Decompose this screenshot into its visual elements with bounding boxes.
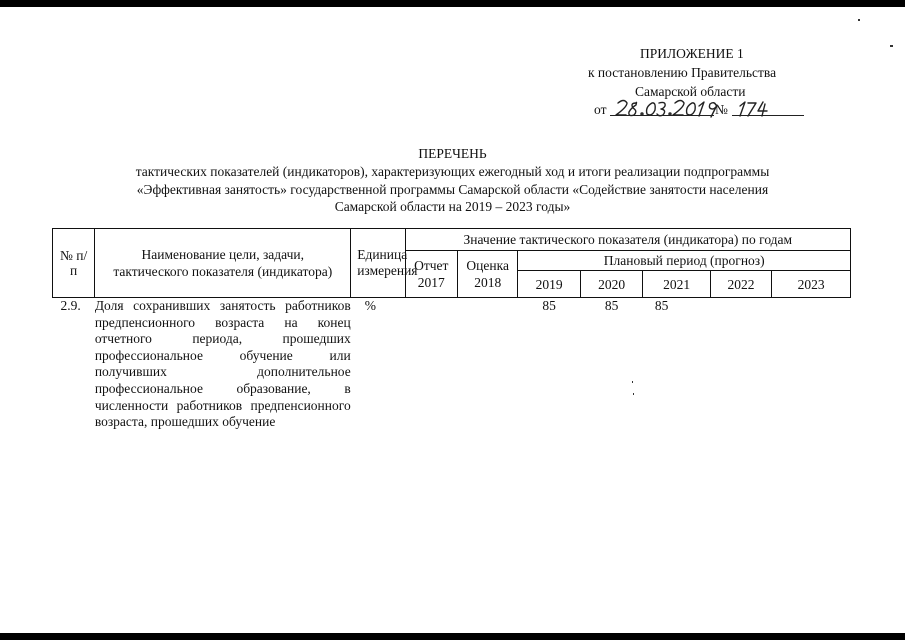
unit-cell: % xyxy=(364,298,376,313)
title-line-3: Самарской области на 2019 – 2023 годы» xyxy=(334,199,571,214)
header-no: № п/п xyxy=(53,229,95,298)
decree-reference: к постановлению Правительства xyxy=(588,65,777,80)
header-year: 2022 xyxy=(710,271,771,298)
header-name: Наименование цели, задачи, тактического показателя (индикатора) xyxy=(95,229,351,298)
date-label: от xyxy=(594,102,607,117)
header-year: 2019 xyxy=(518,271,580,298)
header-estimate-2018: Оценка 2018 xyxy=(457,251,517,298)
title-line-2: «Эффективная занятость» государственной программы Самарской области «Содействие занятости населения xyxy=(136,182,769,197)
report-2017-cell xyxy=(405,298,457,431)
header-plan-period: Плановый период (прогноз) xyxy=(518,251,851,271)
header-values: Значение тактического показателя (индикатора) по годам xyxy=(405,229,850,251)
value-2020: 85 xyxy=(604,298,619,313)
row-number: 2.9. xyxy=(60,298,81,313)
header-year: 2021 xyxy=(643,271,711,298)
indicators-table xyxy=(52,228,851,431)
bottom-border xyxy=(0,633,905,640)
handwritten-date-signature xyxy=(560,94,810,124)
header-report-2017: Отчет 2017 xyxy=(405,251,457,298)
top-border xyxy=(0,0,905,7)
header-year: 2020 xyxy=(580,271,642,298)
table-row xyxy=(53,298,851,431)
header-year: 2023 xyxy=(772,271,851,298)
scan-speck xyxy=(890,45,893,47)
scan-speck xyxy=(858,19,860,21)
number-label: № xyxy=(715,102,728,117)
value-2021: 85 xyxy=(654,298,669,313)
header-unit: Единица измерения xyxy=(351,229,405,298)
title-line-1: тактических показателей (индикаторов), характеризующих ежегодный ход и итоги реализации подпрограммы xyxy=(135,164,770,179)
indicator-name: Доля сохранивших занятость работников предпенсионного возраста на конец отчетного периода, прошедших профессиональное обучение или получивших дополнительное профессиональное образование, в численности работников предпенсионного возраста, прошедших обучение xyxy=(94,298,351,430)
appendix-title: ПРИЛОЖЕНИЕ 1 xyxy=(640,46,744,61)
value-2022 xyxy=(710,298,771,431)
value-2019: 85 xyxy=(542,298,556,313)
value-2023 xyxy=(772,298,851,431)
estimate-2018-cell xyxy=(457,298,517,431)
document-heading: ПЕРЕЧЕНЬ xyxy=(418,146,487,161)
region-name: Самарской области xyxy=(635,84,746,99)
